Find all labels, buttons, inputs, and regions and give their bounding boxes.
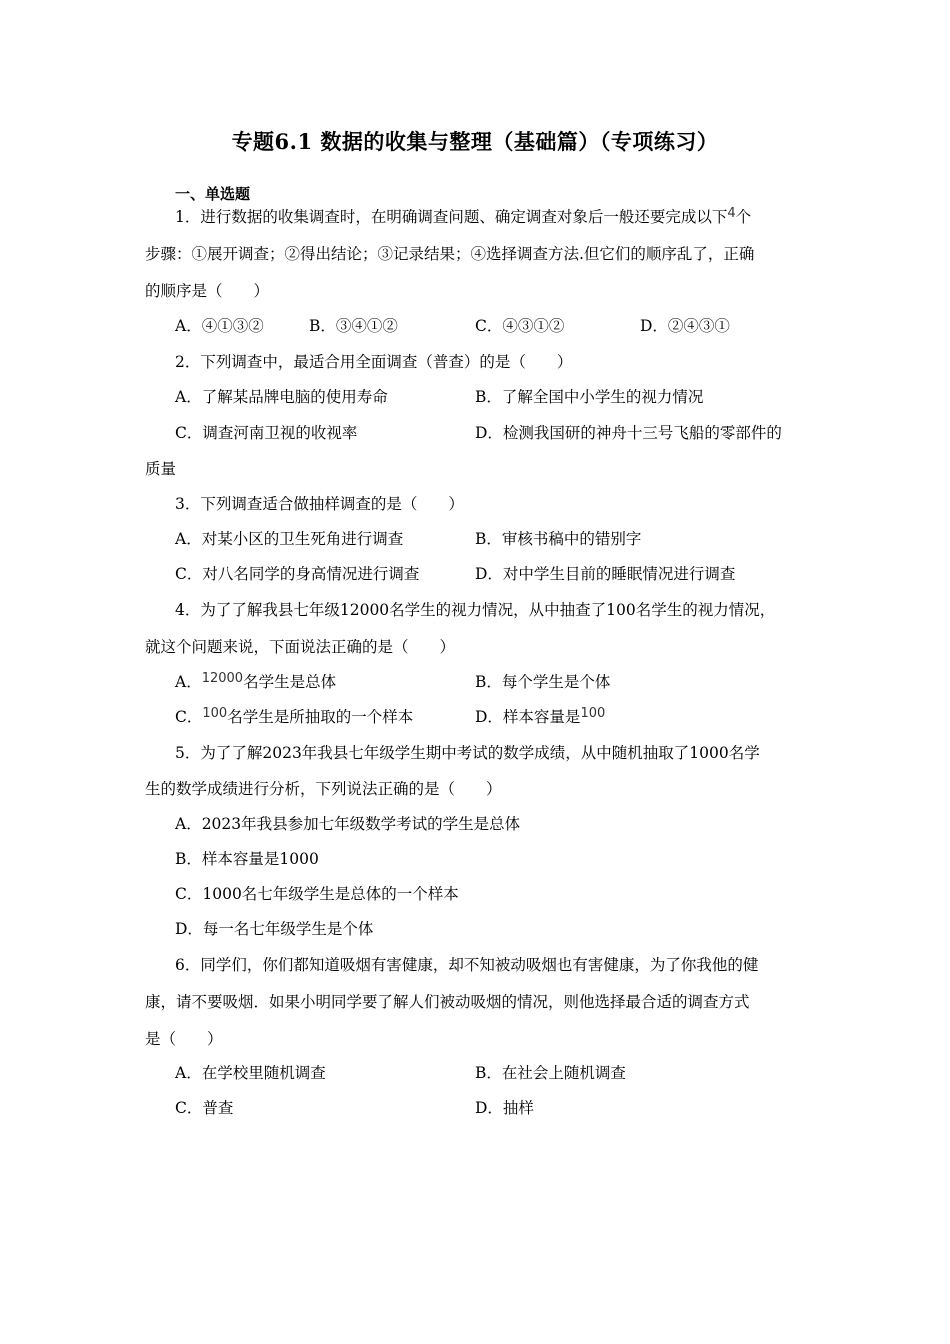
question-5-option-a: A．2023年我县参加七年级数学考试的学生是总体 [175, 815, 521, 833]
question-6-option-c: C．普查 [175, 1099, 234, 1117]
question-2-option-d: D．检测我国研的神舟十三号飞船的零部件的 [475, 424, 782, 442]
question-1-line-3: 的顺序是（ ） [145, 282, 270, 300]
question-3-option-d: D．对中学生目前的睡眠情况进行调查 [475, 565, 736, 583]
question-2-option-b: B．了解全国中小学生的视力情况 [475, 388, 704, 406]
question-4-option-d [475, 707, 605, 729]
question-1-option-c: C．④③①② [475, 317, 565, 335]
question-1-text-end: 个 [735, 208, 752, 226]
option-text: 名学生是所抽取的一个样本 [227, 708, 414, 726]
option-text: D．样本容量是 [475, 708, 581, 726]
question-6-line-3: 是（ ） [145, 1030, 223, 1048]
question-4-option-b: B．每个学生是个体 [475, 673, 611, 691]
question-4-line-2: 就这个问题来说，下面说法正确的是（ ） [145, 638, 456, 656]
question-2-option-c: C．调查河南卫视的收视率 [175, 424, 358, 442]
question-1-option-a: A．④①③② [175, 317, 264, 335]
math-number: 100 [202, 706, 228, 721]
question-3-option-b: B．审核书稿中的错别字 [475, 530, 642, 548]
option-label: A． [175, 673, 202, 691]
question-5-option-b: B．样本容量是1000 [175, 850, 319, 868]
page-title: 专题6.1 数据的收集与整理（基础篇）（专项练习） [231, 129, 719, 154]
question-6-line-1: 6．同学们，你们都知道吸烟有害健康，却不知被动吸烟也有害健康，为了你我他的健 [175, 956, 759, 974]
question-2-option-a: A．了解某品牌电脑的使用寿命 [175, 388, 388, 406]
question-6-option-d: D．抽样 [475, 1099, 534, 1117]
option-text: 名学生是总体 [243, 673, 337, 691]
question-2-option-d-continued: 质量 [145, 460, 177, 478]
question-1-line-2: 步骤：①展开调查；②得出结论；③记录结果；④选择调查方法.但它们的顺序乱了，正确 [145, 245, 755, 263]
question-5-option-c: C．1000名七年级学生是总体的一个样本 [175, 885, 459, 903]
question-3-line-1: 3．下列调查适合做抽样调查的是（ ） [175, 495, 464, 513]
question-6-option-b: B．在社会上随机调查 [475, 1064, 626, 1082]
question-2-line-1: 2．下列调查中，最适合用全面调查（普查）的是（ ） [175, 353, 573, 371]
question-6-option-a: A．在学校里随机调查 [175, 1064, 326, 1082]
question-5-line-2: 生的数学成绩进行分析，下列说法正确的是（ ） [145, 780, 502, 798]
question-5-line-1: 5．为了了解2023年我县七年级学生期中考试的数学成绩，从中随机抽取了1000名学 [175, 744, 760, 762]
question-4-option-a [175, 672, 336, 694]
question-1-line-1 [175, 207, 751, 229]
math-number: 4 [727, 206, 736, 221]
question-1-option-b: B．③④①② [309, 317, 398, 335]
question-6-line-2: 康，请不要吸烟．如果小明同学要了解人们被动吸烟的情况，则他选择最合适的调查方式 [145, 993, 750, 1011]
question-3-option-c: C．对八名同学的身高情况进行调查 [175, 565, 420, 583]
math-number: 12000 [201, 671, 244, 686]
question-1-option-d: D．②④③① [640, 317, 730, 335]
question-5-option-d: D．每一名七年级学生是个体 [175, 920, 374, 938]
section-heading: 一、单选题 [175, 185, 251, 203]
math-number: 100 [580, 706, 606, 721]
question-4-line-1: 4．为了了解我县七年级12000名学生的视力情况，从中抽查了100名学生的视力情况， [175, 601, 776, 619]
option-label: C． [175, 708, 203, 726]
question-1-text: 1．进行数据的收集调查时，在明确调查问题、确定调查对象后一般还要完成以下 [175, 208, 728, 226]
question-3-option-a: A．对某小区的卫生死角进行调查 [175, 530, 404, 548]
question-4-option-c [175, 707, 413, 729]
